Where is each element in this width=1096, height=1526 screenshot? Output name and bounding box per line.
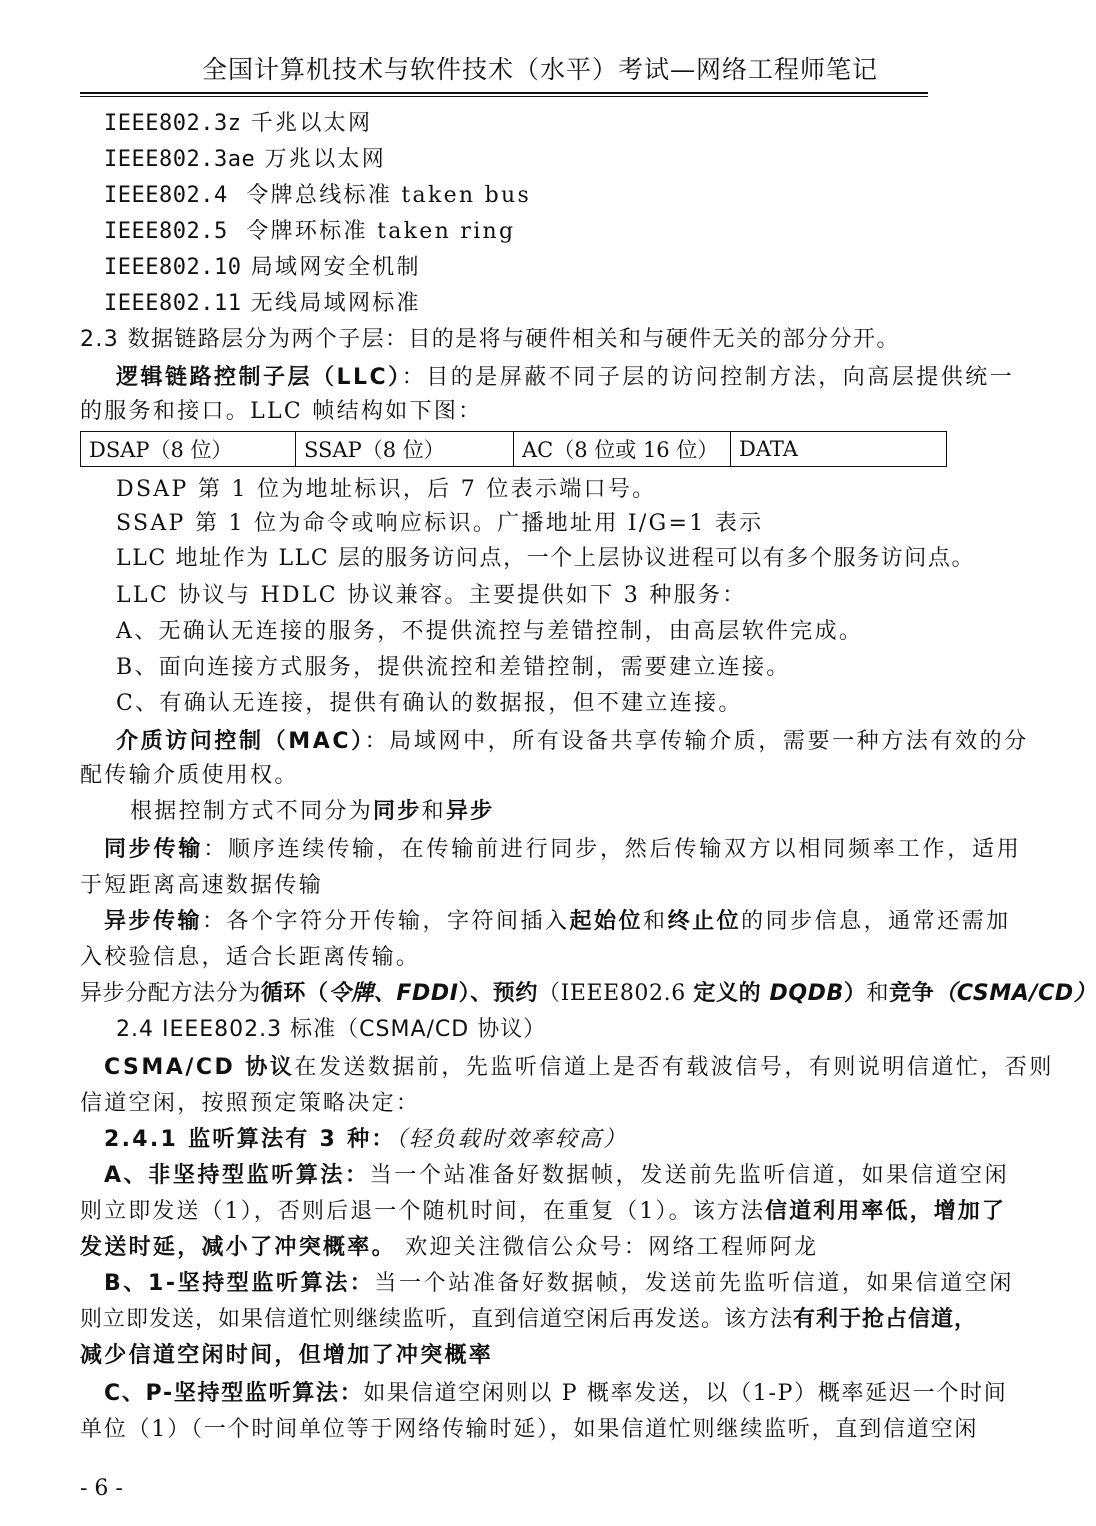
section-2-4-heading: 2.4 IEEE802.3 标准（CSMA/CD 协议） (116, 1017, 547, 1042)
standard-item: IEEE802.3z 千兆以太网 (104, 111, 373, 136)
page-header: 全国计算机技术与软件技术（水平）考试—网络工程师笔记 (201, 55, 878, 84)
llc-frame-table (80, 431, 947, 467)
subsection-2-4-1-heading: 2.4.1 监听算法有 3 种：（轻负载时效率较高） (104, 1127, 628, 1152)
algo-b-paragraph-cont: 则立即发送，如果信道忙则继续监听，直到信道空闲后再发送。该方法有利于抢占信道， (80, 1307, 978, 1332)
llc-point: LLC 协议与 HDLC 协议兼容。主要提供如下 3 种服务： (116, 583, 747, 608)
llc-paragraph-cont: 的服务和接口。LLC 帧结构如下图： (80, 399, 483, 424)
standard-item: IEEE802.5 令牌环标准 taken ring (104, 219, 516, 244)
header-rule-thick (80, 92, 928, 94)
header-rule-thin (80, 96, 928, 97)
algo-a-paragraph-cont: 则立即发送（1），否则后退一个随机时间，在重复（1）。该方法信道利用率低，增加了 (80, 1199, 1007, 1224)
standard-item: IEEE802.4 令牌总线标准 taken bus (104, 183, 532, 208)
algo-b-paragraph: B、1-坚持型监听算法：当一个站准备好数据帧，发送前先监听信道，如果信道空闲 (104, 1271, 1015, 1296)
control-methods: 根据控制方式不同分为同步和异步 (130, 799, 495, 824)
table-cell-dsap: DSAP（8 位） (81, 432, 296, 467)
sync-paragraph: 同步传输：顺序连续传输，在传输前进行同步，然后传输双方以相同频率工作，适用 (104, 837, 1022, 862)
async-allocation: 异步分配方法分为循环（令牌、FDDI）、预约（IEEE802.6 定义的 DQDB）和竞争（CSMA/CD） (80, 981, 1096, 1006)
algo-c-paragraph-cont: 单位（1）（一个时间单位等于网络传输时延），如果信道忙则继续监听，直到信道空闲 (80, 1417, 979, 1442)
standard-item: IEEE802.11 无线局域网标准 (104, 291, 421, 316)
table-cell-data: DATA (731, 432, 947, 467)
async-paragraph-cont: 入校验信息，适合长距离传输。 (80, 945, 421, 970)
algo-a-paragraph: A、非坚持型监听算法：当一个站准备好数据帧，发送前先监听信道，如果信道空闲 (104, 1163, 1010, 1188)
llc-point: B、面向连接方式服务，提供流控和差错控制，需要建立连接。 (116, 655, 791, 680)
mac-paragraph-cont: 配传输介质使用权。 (80, 763, 299, 788)
section-2-3-heading: 2.3 数据链路层分为两个子层：目的是将与硬件相关和与硬件无关的部分分开。 (80, 327, 900, 352)
sync-paragraph-cont: 于短距离高速数据传输 (80, 873, 324, 898)
llc-paragraph: 逻辑链路控制子层（LLC）：目的是屏蔽不同子层的访问控制方法，向高层提供统一 (116, 365, 1015, 390)
page-number: - 6 - (80, 1476, 123, 1501)
llc-point: A、无确认无连接的服务，不提供流控与差错控制，由高层软件完成。 (116, 619, 864, 644)
llc-point: LLC 地址作为 LLC 层的服务访问点，一个上层协议进程可以有多个服务访问点。 (116, 546, 976, 571)
table-cell-ac: AC（8 位或 16 位） (514, 432, 731, 467)
table-cell-ssap: SSAP（8 位） (296, 432, 514, 467)
mac-paragraph: 介质访问控制（MAC）：局域网中，所有设备共享传输介质，需要一种方法有效的分 (116, 729, 1029, 754)
algo-a-paragraph-cont2: 发送时延，减小了冲突概率。 欢迎关注微信公众号：网络工程师阿龙 (80, 1235, 819, 1260)
standard-item: IEEE802.3ae 万兆以太网 (104, 147, 387, 172)
llc-point: SSAP 第 1 位为命令或响应标识。广播地址用 I/G=1 表示 (116, 511, 764, 536)
llc-point: C、有确认无连接，提供有确认的数据报，但不建立连接。 (116, 691, 743, 716)
algo-b-paragraph-cont2: 减少信道空闲时间，但增加了冲突概率 (80, 1343, 494, 1368)
csma-paragraph-cont: 信道空闲，按照预定策略决定： (80, 1091, 421, 1116)
standard-item: IEEE802.10 局域网安全机制 (104, 255, 421, 280)
algo-c-paragraph: C、P-坚持型监听算法：如果信道空闲则以 P 概率发送，以（1-P）概率延迟一个时间 (104, 1381, 1008, 1406)
llc-point: DSAP 第 1 位为地址标识，后 7 位表示端口号。 (116, 477, 657, 502)
csma-paragraph: CSMA/CD 协议在发送数据前，先监听信道上是否有载波信号，有则说明信道忙，否则 (104, 1055, 1054, 1080)
async-paragraph: 异步传输：各个字符分开传输，字符间插入起始位和终止位的同步信息，通常还需加 (104, 909, 1011, 934)
